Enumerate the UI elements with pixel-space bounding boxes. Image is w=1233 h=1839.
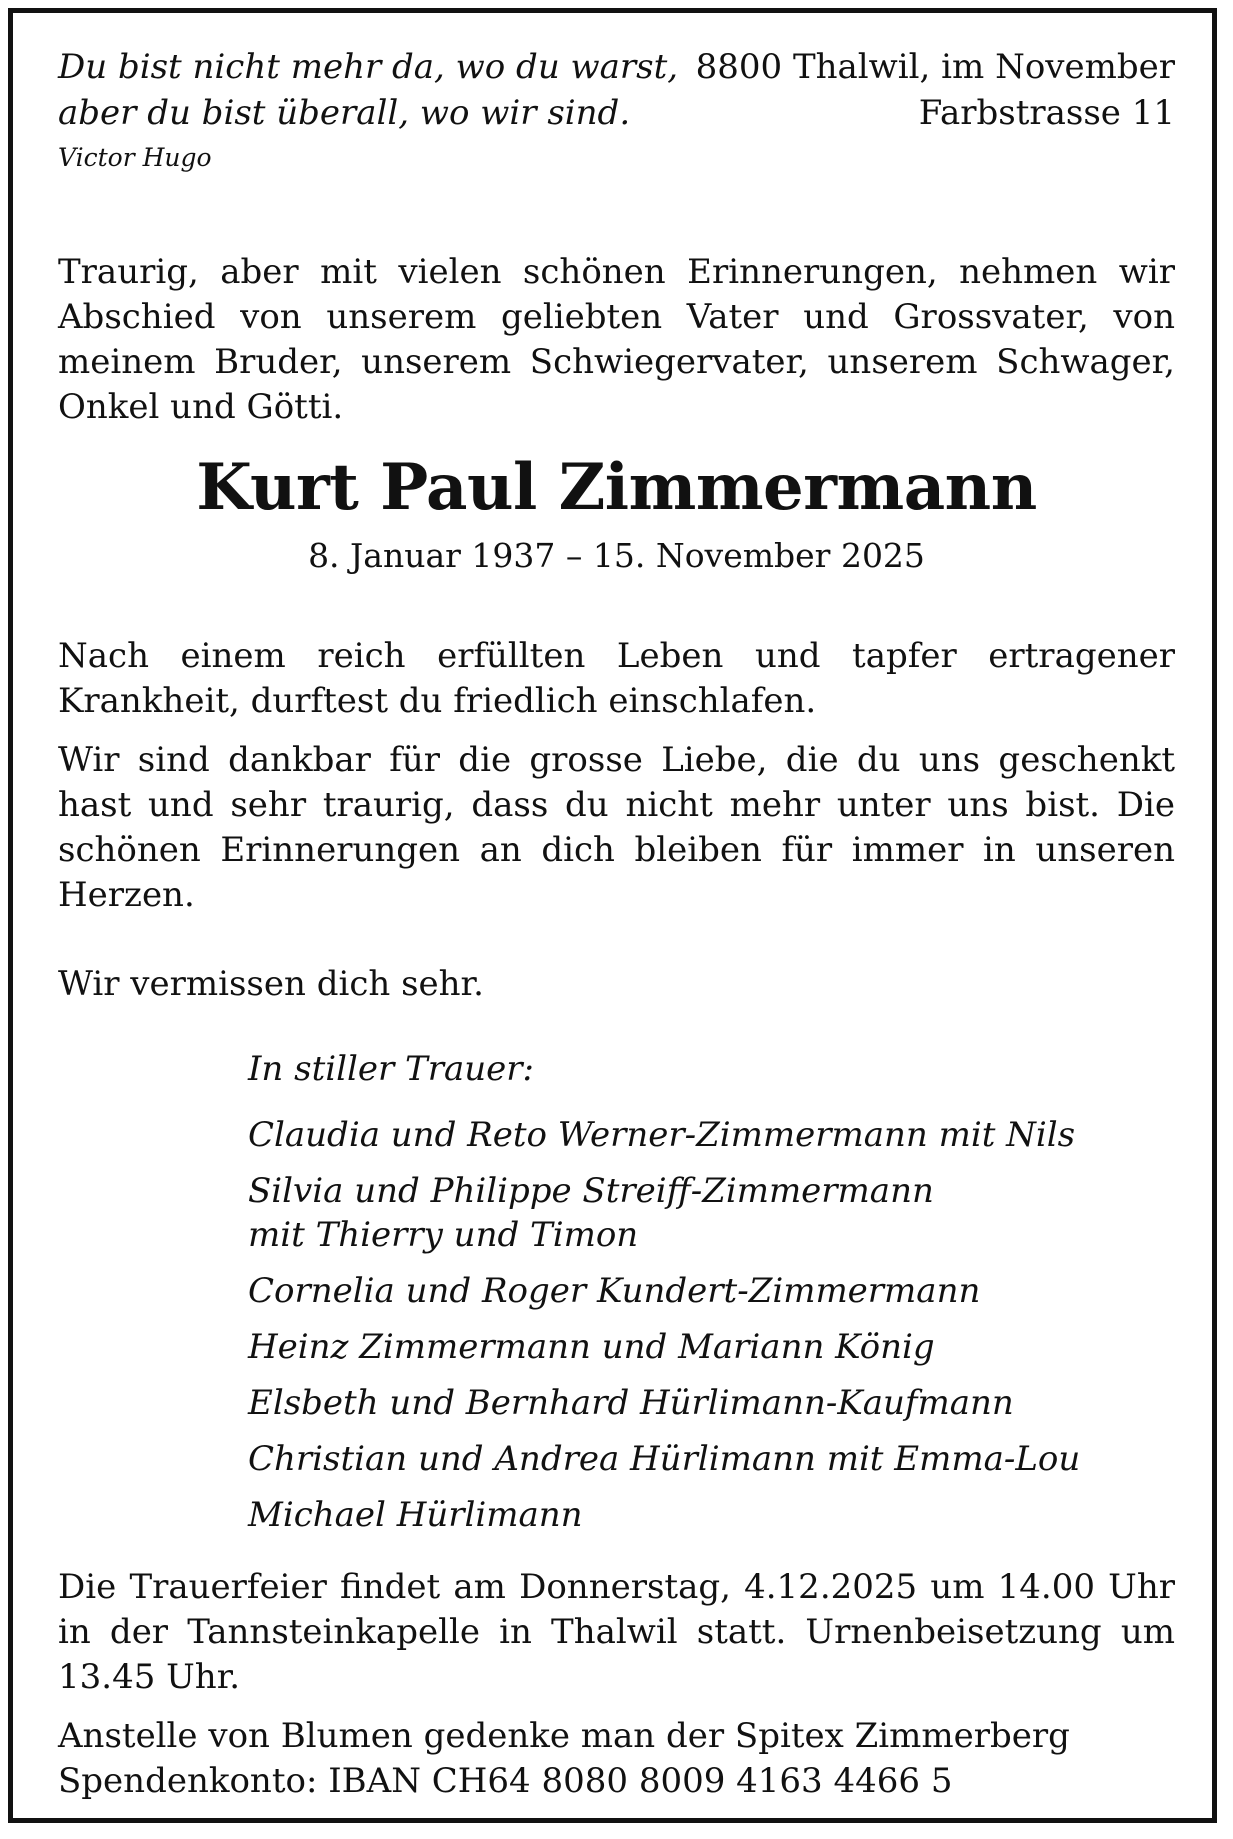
quote-line: aber du bist überall, wo wir sind. [58,93,631,133]
donation-info [58,1714,1175,1804]
mourner-line: Cornelia und Roger Kundert-Zimmermann [248,1271,981,1311]
quote-block [58,44,678,178]
mourner-entry [248,1381,1175,1425]
ceremony-info: Die Trauerfeier findet am Donnerstag, 4.12.2025 um 14.00 Uhr in der Tannsteinkapelle in Thalwil statt. Urnenbeisetzung um 13.45 Uhr. [58,1567,1175,1697]
mourner-line: mit Thierry und Timon [248,1215,639,1255]
address-block [696,44,1175,136]
mourners-block [248,1047,1175,1537]
deceased-dates: 8. Januar 1937 – 15. November 2025 [308,536,925,575]
mourner-line: Elsbeth und Bernhard Hürlimann-Kaufmann [248,1383,1014,1423]
mourner-entry [248,1269,1175,1313]
mourner-entry [248,1493,1175,1537]
paragraph-missing: Wir vermissen dich sehr. [58,964,484,1004]
mourner-line: Christian und Andrea Hürlimann mit Emma-Lou [248,1439,1081,1479]
mourner-entry [248,1325,1175,1369]
mourners-title: In stiller Trauer: [248,1049,534,1089]
quote-line: Du bist nicht mehr da, wo du warst, [58,47,679,87]
address-city-date: 8800 Thalwil, im November [695,47,1175,87]
quote-author: Victor Hugo [58,143,212,172]
mourner-entry [248,1437,1175,1481]
paragraph-life: Nach einem reich erfüllten Leben und tapfer ertragener Krankheit, durftest du friedlich einschlafen. [58,636,1175,721]
obituary-content [58,44,1175,1804]
address-street: Farbstrasse 11 [918,93,1175,133]
intro-paragraph: Traurig, aber mit vielen schönen Erinnerungen, nehmen wir Abschied von unserem geliebten Vater und Grossvater, von meinem Bruder, unserem Schwiegervater, unserem Schwager, Onkel und Götti. [58,252,1175,427]
header [58,44,1175,178]
mourner-entry [248,1169,1175,1257]
mourner-entry [248,1113,1175,1157]
deceased-name: Kurt Paul Zimmermann [196,450,1037,525]
donation-account: Spendenkonto: IBAN CH64 8080 8009 4163 4466 5 [58,1761,953,1801]
paragraph-gratitude: Wir sind dankbar für die grosse Liebe, die du uns geschenkt hast und sehr traurig, dass du nicht mehr unter uns bist. Die schönen Erinnerungen an dich bleiben für immer in unseren Herzen. [58,740,1175,915]
mourner-line: Silvia und Philippe Streiff-Zimmermann [248,1171,934,1211]
mourner-line: Michael Hürlimann [248,1495,583,1535]
donation-note: Anstelle von Blumen gedenke man der Spitex Zimmerberg [58,1716,1070,1756]
mourner-line: Heinz Zimmermann und Mariann König [248,1327,935,1367]
mourner-line: Claudia und Reto Werner-Zimmermann mit Nils [248,1115,1076,1155]
